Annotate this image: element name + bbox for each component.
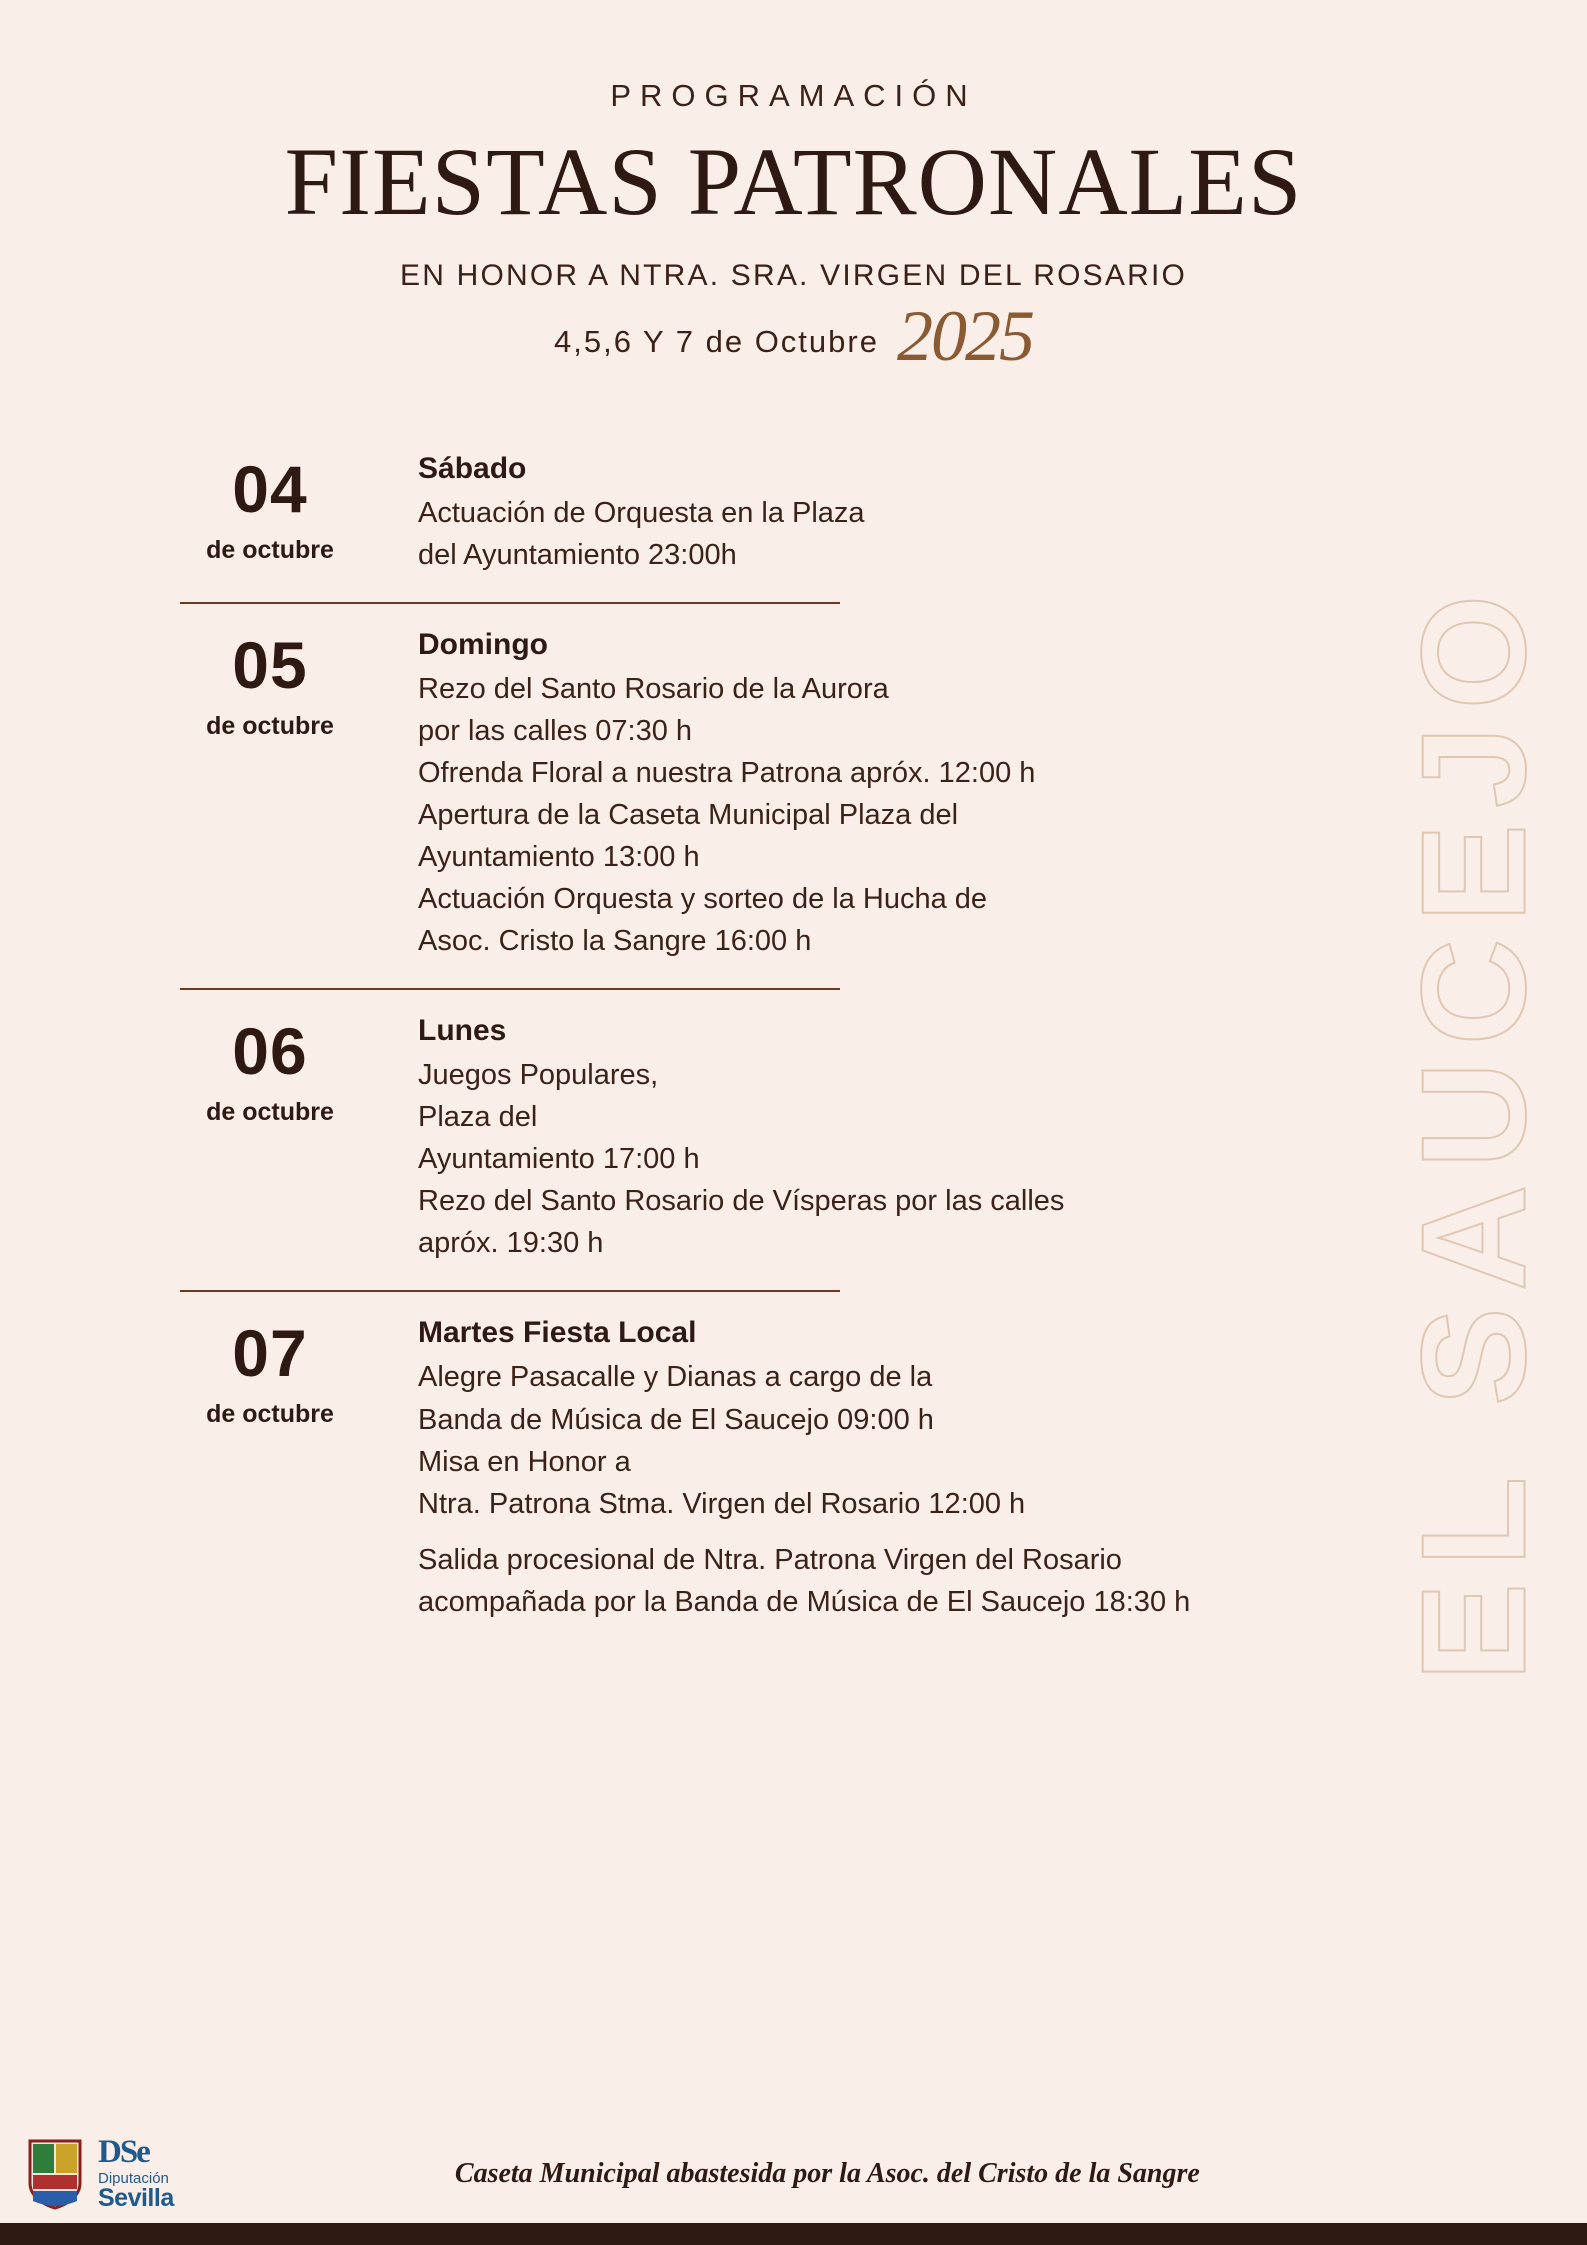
event-line: Alegre Pasacalle y Dianas a cargo de la	[418, 1361, 933, 1394]
event-line: Rezo del Santo Rosario de la Aurora	[418, 672, 889, 705]
day-date-block	[150, 622, 390, 741]
footer-note: Caseta Municipal abastesida por la Asoc. del Cristo de la Sangre	[454, 2157, 1200, 2189]
day-date-block	[150, 1008, 390, 1127]
day-weekday: Lunes	[418, 1014, 507, 1048]
event-line: Actuación de Orquesta en la Plaza	[418, 496, 865, 529]
bottom-bar	[0, 2223, 1587, 2245]
diputacion-city: Sevilla	[98, 2184, 174, 2212]
event-line: Misa en Honor a	[418, 1445, 631, 1478]
event-line: Rezo del Santo Rosario de Vísperas por las calles	[418, 1185, 1065, 1218]
event-line: Ayuntamiento 13:00 h	[418, 841, 700, 874]
coat-of-arms-icon	[26, 2137, 84, 2211]
event-line: Banda de Música de El Saucejo 09:00 h	[418, 1403, 934, 1436]
schedule-list	[0, 446, 1587, 1623]
footer-logos	[26, 2136, 174, 2211]
day-month: de octubre	[206, 711, 334, 740]
diputacion-mark: DSe	[98, 2134, 149, 2170]
kicker-programacion: PROGRAMACIÓN	[610, 78, 977, 113]
diputacion-name: Diputación	[98, 2170, 169, 2187]
event-line: apróx. 19:30 h	[418, 1227, 604, 1260]
day-content	[390, 446, 1467, 576]
day-date-block	[150, 446, 390, 565]
day-number: 07	[232, 1316, 308, 1391]
day-month: de octubre	[206, 1400, 334, 1429]
day-weekday: Sábado	[418, 451, 527, 485]
dates-text: 4,5,6 Y 7 de Octubre	[554, 324, 879, 360]
day-weekday: Domingo	[418, 627, 548, 661]
day-number: 04	[232, 451, 308, 526]
section-divider	[180, 988, 840, 990]
event-line: por las calles 07:30 h	[418, 714, 693, 747]
diputacion-logo	[98, 2136, 174, 2211]
day-number: 05	[232, 627, 308, 702]
dates-row	[0, 295, 1587, 384]
event-line: Actuación Orquesta y sorteo de la Hucha de	[418, 883, 988, 916]
schedule-day	[150, 1008, 1467, 1264]
event-line: Ntra. Patrona Stma. Virgen del Rosario 12:00 h	[418, 1487, 1026, 1520]
section-divider	[180, 1290, 840, 1292]
day-date-block	[150, 1310, 390, 1429]
event-line: Apertura de la Caseta Municipal Plaza del	[418, 799, 959, 832]
event-line: Plaza del	[418, 1101, 538, 1134]
day-content	[390, 622, 1467, 962]
event-line: acompañada por la Banda de Música de El Saucejo 18:30 h	[418, 1585, 1191, 1618]
event-line: Salida procesional de Ntra. Patrona Virgen del Rosario	[418, 1543, 1122, 1576]
section-divider	[180, 602, 840, 604]
subtitle-honor: EN HONOR A NTRA. SRA. VIRGEN DEL ROSARIO	[399, 258, 1188, 292]
page-title: FIESTAS PATRONALES	[284, 128, 1303, 235]
year-text: 2025	[896, 295, 1033, 376]
schedule-day	[150, 446, 1467, 576]
day-content	[390, 1310, 1467, 1622]
watermark-text: EL SAUCEJO	[1392, 578, 1558, 1682]
event-line: Ofrenda Floral a nuestra Patrona apróx. 12:00 h	[418, 756, 1036, 789]
event-line: Juegos Populares,	[418, 1059, 659, 1092]
day-month: de octubre	[206, 1098, 334, 1127]
day-content	[390, 1008, 1467, 1264]
day-weekday: Martes Fiesta Local	[418, 1316, 697, 1350]
day-number: 06	[232, 1014, 308, 1089]
schedule-day	[150, 622, 1467, 962]
day-month: de octubre	[206, 535, 334, 564]
event-line: del Ayuntamiento 23:00h	[418, 538, 737, 571]
poster-header	[0, 0, 1587, 384]
event-line: Ayuntamiento 17:00 h	[418, 1143, 700, 1176]
event-line: Asoc. Cristo la Sangre 16:00 h	[418, 925, 812, 958]
schedule-day	[150, 1310, 1467, 1622]
poster-footer	[0, 2136, 1587, 2211]
